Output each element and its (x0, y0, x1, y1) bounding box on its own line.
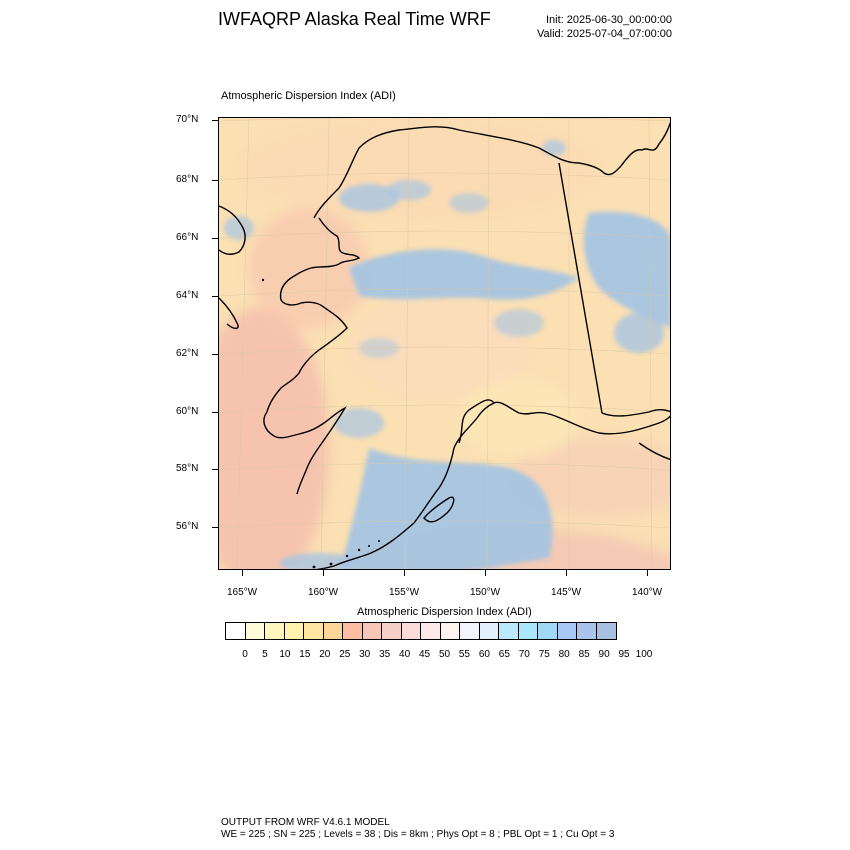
colorbar-label: 15 (299, 649, 311, 660)
lon-label-165: 165°W (227, 587, 258, 598)
colorbar-box (226, 623, 246, 639)
colorbar-box (363, 623, 383, 639)
colorbar-box (343, 623, 363, 639)
lat-label-66: 66°N (176, 232, 199, 243)
lat-tick (212, 238, 218, 239)
colorbar-box (519, 623, 539, 639)
lon-label-145: 145°W (551, 587, 582, 598)
colorbar-box (246, 623, 266, 639)
colorbar-box (499, 623, 519, 639)
colorbar-box (577, 623, 597, 639)
colorbar-box (538, 623, 558, 639)
colorbar-label: 80 (558, 649, 570, 660)
lat-tick (212, 180, 218, 181)
colorbar-box (324, 623, 344, 639)
colorbar-title: Atmospheric Dispersion Index (ADI) (357, 606, 532, 618)
colorbar-box (441, 623, 461, 639)
colorbar-label: 30 (359, 649, 371, 660)
lat-tick (212, 120, 218, 121)
lat-tick (212, 469, 218, 470)
colorbar-box (265, 623, 285, 639)
lat-label-60: 60°N (176, 406, 199, 417)
colorbar-label: 90 (598, 649, 610, 660)
colorbar (225, 622, 617, 640)
lat-tick (212, 354, 218, 355)
colorbar-label: 35 (379, 649, 391, 660)
colorbar-box (597, 623, 617, 639)
colorbar-box (558, 623, 578, 639)
map-panel (218, 117, 671, 570)
lat-tick (212, 527, 218, 528)
colorbar-box (480, 623, 500, 639)
colorbar-label: 70 (518, 649, 530, 660)
chart-title: IWFAQRP Alaska Real Time WRF (218, 9, 491, 29)
lon-tick (485, 570, 486, 576)
lat-label-62: 62°N (176, 348, 199, 359)
lon-label-140: 140°W (632, 587, 663, 598)
colorbar-label: 45 (418, 649, 431, 660)
colorbar-box (304, 623, 324, 639)
run-times (537, 13, 672, 41)
footer-model: OUTPUT FROM WRF V4.6.1 MODEL (221, 817, 390, 828)
colorbar-label: 40 (399, 649, 411, 660)
lat-label-68: 68°N (176, 174, 199, 185)
colorbar-label: 25 (339, 649, 351, 660)
lon-label-150: 150°W (470, 587, 501, 598)
colorbar-box (421, 623, 441, 639)
lat-label-58: 58°N (176, 463, 199, 474)
colorbar-label: 75 (538, 649, 550, 660)
map-label: Atmospheric Dispersion Index (ADI) (221, 90, 396, 102)
footer-config: WE = 225 ; SN = 225 ; Levels = 38 ; Dis = 8km ; Phys Opt = 8 ; PBL Opt = 1 ; Cu Opt = 3 (221, 829, 615, 840)
lon-label-160: 160°W (308, 587, 339, 598)
colorbar-box (402, 623, 422, 639)
init-time: Init: 2025-06-30_00:00:00 (546, 14, 672, 26)
colorbar-label: 50 (438, 649, 451, 660)
lat-tick (212, 296, 218, 297)
lon-tick (242, 570, 243, 576)
colorbar-box (460, 623, 480, 639)
adi-map (219, 118, 671, 570)
colorbar-label: 5 (262, 649, 268, 660)
colorbar-label: 95 (618, 649, 630, 660)
colorbar-label: 0 (242, 649, 248, 660)
lat-tick (212, 412, 218, 413)
colorbar-label: 60 (478, 649, 490, 660)
lon-tick (323, 570, 324, 576)
lat-label-56: 56°N (176, 521, 199, 532)
colorbar-label: 65 (498, 649, 510, 660)
colorbar-box (382, 623, 402, 639)
colorbar-label: 100 (635, 649, 653, 660)
lon-label-155: 155°W (389, 587, 420, 598)
lat-label-70: 70°N (176, 114, 199, 125)
colorbar-label: 55 (458, 649, 470, 660)
colorbar-box (285, 623, 305, 639)
colorbar-label: 85 (578, 649, 590, 660)
lat-label-64: 64°N (176, 290, 199, 301)
lon-tick (566, 570, 567, 576)
lon-tick (404, 570, 405, 576)
valid-time: Valid: 2025-07-04_07:00:00 (537, 28, 672, 40)
lon-tick (647, 570, 648, 576)
colorbar-label: 20 (319, 649, 331, 660)
colorbar-label: 10 (279, 649, 291, 660)
